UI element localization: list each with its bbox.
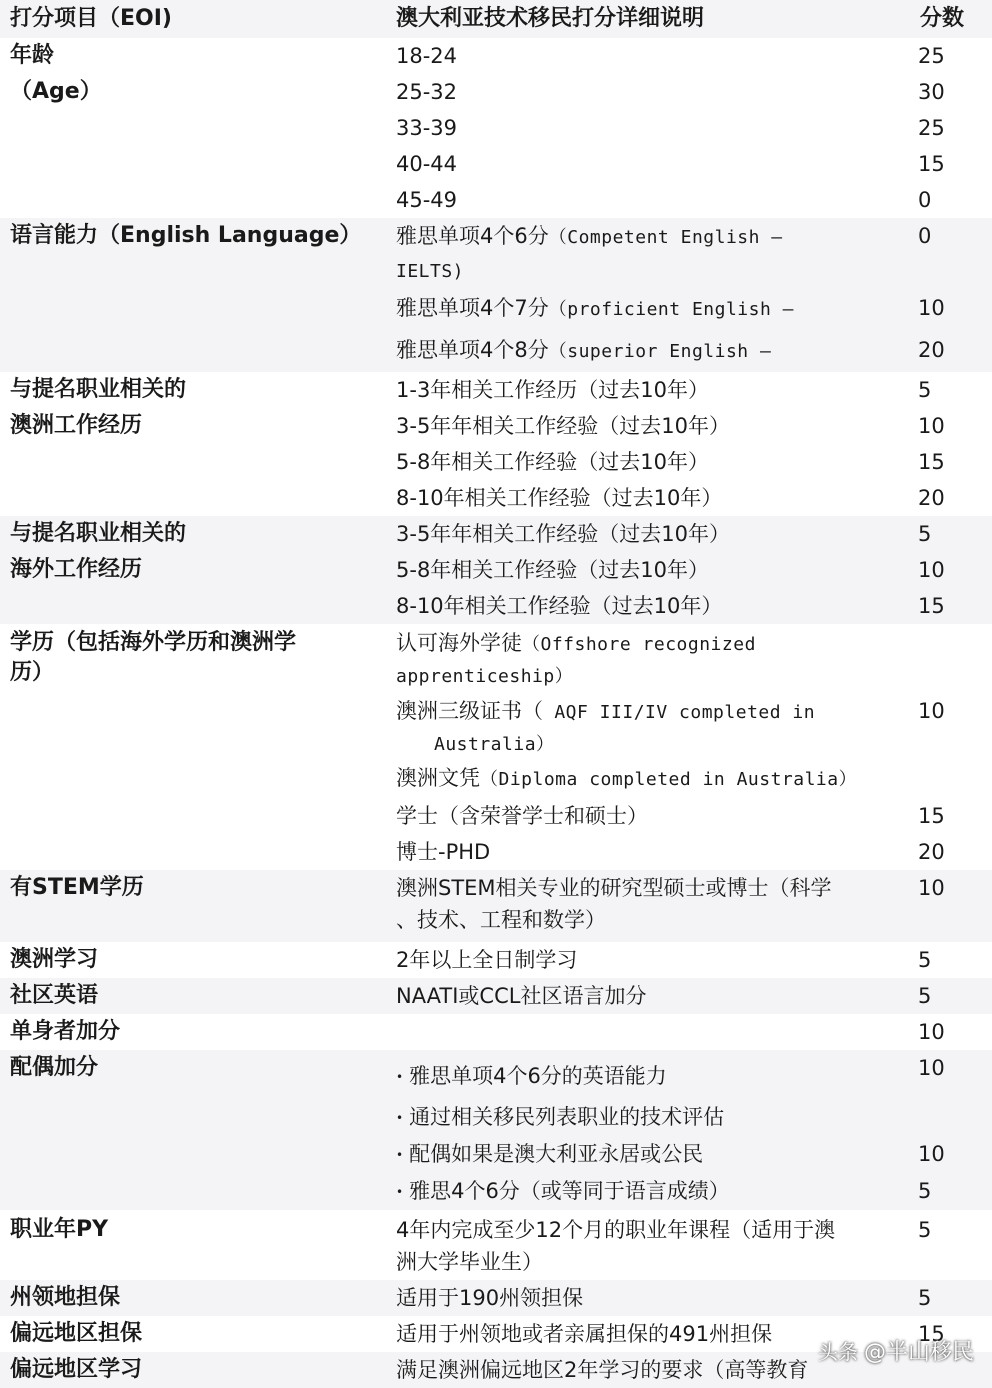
table-row	[0, 798, 992, 834]
row-description: 雅思单项4个7分（proficient English –	[396, 296, 794, 320]
row-score: 5	[918, 1179, 932, 1203]
row-score: 15	[918, 450, 945, 474]
table-row	[0, 444, 992, 480]
table-row	[0, 218, 992, 288]
header-item: 打分项目（EOI)	[10, 6, 172, 31]
bullet-dot: •	[396, 1148, 404, 1162]
row-description: 适用于州领地或者亲属担保的491州担保	[396, 1322, 773, 1346]
table-row	[0, 330, 992, 372]
bullet-dot: •	[396, 1070, 404, 1084]
row-description: 3-5年年相关工作经验（过去10年）	[396, 522, 731, 546]
table-row	[0, 110, 992, 146]
row-description: • 雅思单项4个6分的英语能力	[396, 1064, 667, 1088]
bullet-dot: •	[396, 1111, 404, 1125]
watermark-source: 头条	[817, 1340, 858, 1364]
table-row	[0, 288, 992, 330]
category-label: 州领地担保	[10, 1285, 121, 1310]
row-score: 20	[918, 338, 945, 362]
table-row	[0, 480, 992, 516]
row-description: 45-49	[396, 188, 458, 212]
table-row	[0, 1014, 992, 1050]
header-description: 澳大利亚技术移民打分详细说明	[396, 6, 705, 31]
table-row	[0, 74, 992, 110]
row-description: 1-3年相关工作经历（过去10年）	[396, 378, 710, 402]
row-description: 18-24	[396, 44, 458, 68]
row-description: 2年以上全日制学习	[396, 948, 578, 972]
row-score: 5	[918, 948, 932, 972]
category-label: 澳洲工作经历	[10, 413, 143, 438]
category-label: 偏远地区担保	[10, 1321, 143, 1346]
category-label: 有STEM学历	[10, 875, 144, 900]
row-score: 5	[918, 1218, 932, 1242]
row-score: 25	[918, 44, 945, 68]
category-label: 配偶加分	[10, 1055, 99, 1080]
row-score: 5	[918, 522, 932, 546]
category-label: 澳洲学习	[10, 947, 99, 972]
row-score: 15	[918, 1322, 945, 1346]
bullet-dot: •	[396, 1185, 404, 1199]
row-description: 雅思单项4个8分（superior English –	[396, 338, 772, 362]
table-row	[0, 1050, 992, 1095]
watermark-handle: @半山移民	[863, 1340, 974, 1365]
row-description: 学士（含荣誉学士和硕士）	[396, 804, 648, 828]
table-row	[0, 834, 992, 870]
row-score: 20	[918, 840, 945, 864]
row-score: 30	[918, 80, 945, 104]
row-description: 8-10年相关工作经验（过去10年）	[396, 486, 723, 510]
table-row	[0, 552, 992, 588]
row-description: • 通过相关移民列表职业的技术评估	[396, 1105, 725, 1129]
row-score: 15	[918, 152, 945, 176]
table-row	[0, 588, 992, 624]
table-row	[0, 942, 992, 978]
table-row	[0, 1095, 992, 1136]
table-row	[0, 372, 992, 408]
table-row	[0, 1136, 992, 1173]
row-description: 3-5年年相关工作经验（过去10年）	[396, 414, 731, 438]
table-row	[0, 182, 992, 218]
table-row	[0, 38, 992, 74]
table-row	[0, 1210, 992, 1280]
row-description: 澳洲STEM相关专业的研究型硕士或博士（科学 、技术、工程和数学）	[396, 876, 832, 932]
watermark	[818, 1335, 974, 1366]
category-label: 年龄	[10, 43, 55, 68]
row-score: 10	[918, 1020, 945, 1044]
category-label: （Age）	[10, 79, 102, 104]
row-description: • 配偶如果是澳大利亚永居或公民	[396, 1142, 704, 1166]
header-score: 分数	[920, 6, 965, 31]
row-description: 25-32	[396, 80, 458, 104]
category-label: 单身者加分	[10, 1019, 121, 1044]
row-description: 博士-PHD	[396, 840, 491, 864]
table-row	[0, 624, 992, 692]
table-row	[0, 870, 992, 942]
row-description: NAATI或CCL社区语言加分	[396, 984, 647, 1008]
row-description: 8-10年相关工作经验（过去10年）	[396, 594, 723, 618]
row-score: 25	[918, 116, 945, 140]
row-description: 澳洲文凭（Diploma completed in Australia）	[396, 766, 858, 790]
row-score: 5	[918, 984, 932, 1008]
row-description: 33-39	[396, 116, 458, 140]
table-row	[0, 978, 992, 1014]
row-score: 15	[918, 594, 945, 618]
table-row	[0, 760, 992, 798]
table-row	[0, 692, 992, 760]
category-label: 偏远地区学习	[10, 1357, 143, 1382]
category-label: 语言能力（English Language）	[10, 223, 362, 248]
row-description: 雅思单项4个6分（Competent English – IELTS)	[396, 224, 783, 282]
category-label: 社区英语	[10, 983, 99, 1008]
row-description: 澳洲三级证书（ AQF III/IV completed in Australia）	[396, 699, 816, 755]
table-header	[0, 0, 992, 38]
table-row	[0, 146, 992, 182]
row-description: 满足澳洲偏远地区2年学习的要求（高等教育	[396, 1358, 809, 1382]
row-score: 10	[918, 1056, 945, 1080]
category-label: 与提名职业相关的	[10, 521, 187, 546]
row-score: 5	[918, 1286, 932, 1310]
table-row	[0, 1280, 992, 1316]
category-label: 职业年PY	[10, 1217, 109, 1242]
table-row	[0, 516, 992, 552]
table-row	[0, 1173, 992, 1210]
row-score: 0	[918, 188, 932, 212]
row-score: 10	[918, 414, 945, 438]
row-description: 5-8年相关工作经验（过去10年）	[396, 450, 710, 474]
row-description: 4年内完成至少12个月的职业年课程（适用于澳 洲大学毕业生）	[396, 1218, 836, 1274]
table-row	[0, 408, 992, 444]
category-label: 与提名职业相关的	[10, 377, 187, 402]
row-score: 15	[918, 804, 945, 828]
row-description: 5-8年相关工作经验（过去10年）	[396, 558, 710, 582]
category-label: 海外工作经历	[10, 557, 143, 582]
row-description: 适用于190州领担保	[396, 1286, 584, 1310]
row-description: 认可海外学徒（Offshore recognized apprenticeship）	[396, 631, 756, 687]
row-description: • 雅思4个6分（或等同于语言成绩）	[396, 1179, 730, 1203]
row-description: 40-44	[396, 152, 458, 176]
row-score: 20	[918, 486, 945, 510]
category-label: 学历（包括海外学历和澳洲学 历）	[10, 630, 297, 685]
row-score: 10	[918, 699, 945, 723]
row-score: 5	[918, 378, 932, 402]
row-score: 10	[918, 558, 945, 582]
row-score: 0	[918, 224, 932, 248]
row-score: 10	[918, 876, 945, 900]
row-score: 10	[918, 296, 945, 320]
row-score: 10	[918, 1142, 945, 1166]
